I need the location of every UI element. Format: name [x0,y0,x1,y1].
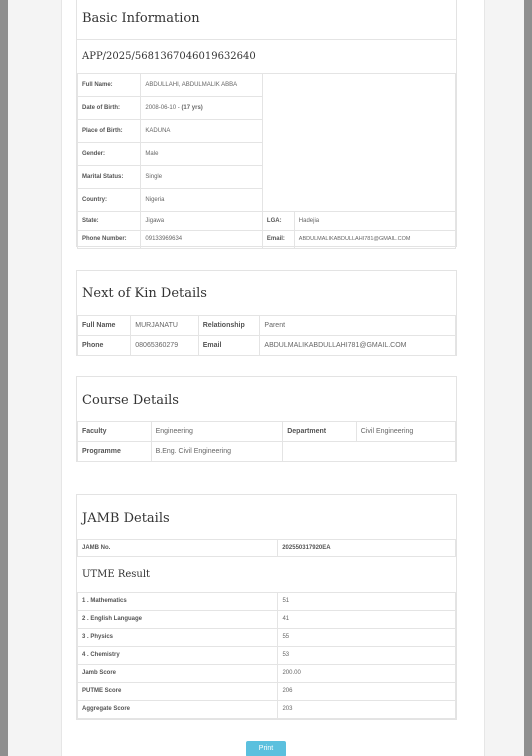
gender-value: Male [141,143,263,166]
table-row [78,629,456,647]
page-background [8,0,524,756]
basic-info-table [77,73,456,249]
physics-label: 3 . Physics [78,629,278,647]
country-value: Nigeria [141,189,263,212]
jamb-number-table [77,539,456,557]
place-of-birth-label: Place of Birth: [78,120,141,143]
jamb-number-label: JAMB No. [78,540,278,557]
table-row [78,336,456,356]
document-sheet [61,0,485,756]
jamb-score-label: Jamb Score [78,665,278,683]
state-value: Jigawa [141,212,263,231]
faculty-value: Engineering [151,422,283,442]
jamb-score-value: 200.00 [278,665,456,683]
table-row [78,540,456,557]
course-details-card [76,376,457,462]
kin-phone-label: Phone [78,336,131,356]
email-value: ABDULMALIKABDULLAHI781@GMAIL.COM [294,231,455,249]
kin-phone-value: 08065360279 [131,336,198,356]
table-row [78,593,456,611]
kin-email-value: ABDULMALIKABDULLAHI781@GMAIL.COM [260,336,456,356]
print-button[interactable]: Print [246,741,286,756]
jamb-details-card [76,494,457,720]
left-window-edge [0,0,8,756]
lga-value: Hadejia [294,212,455,231]
table-row [78,422,456,442]
mathematics-score: 51 [278,593,456,611]
course-details-title: Course Details [82,393,179,408]
programme-label: Programme [78,442,152,462]
kin-relationship-label: Relationship [198,316,260,336]
phone-number-label: Phone Number: [78,231,141,249]
next-of-kin-table [77,315,456,356]
basic-information-title: Basic Information [82,11,200,26]
aggregate-score-label: Aggregate Score [78,701,278,719]
photo-area [262,74,455,212]
place-of-birth-value: KADUNA [141,120,263,143]
gender-label: Gender: [78,143,141,166]
utme-result-table [77,592,456,719]
next-of-kin-title: Next of Kin Details [82,286,207,301]
dob-cell [141,97,263,120]
basic-information-card [76,0,457,247]
application-number: APP/2025/5681367046019632640 [82,51,256,62]
phone-number-value: 09133969634 [141,231,263,249]
putme-score-value: 206 [278,683,456,701]
next-of-kin-card [76,270,457,356]
full-name-label: Full Name: [78,74,141,97]
table-row [78,701,456,719]
right-window-edge [524,0,532,756]
marital-status-label: Marital Status: [78,166,141,189]
table-row [78,231,456,249]
aggregate-score-value: 203 [278,701,456,719]
table-row [78,611,456,629]
lga-label: LGA: [262,212,294,231]
programme-value: B.Eng. Civil Engineering [151,442,283,462]
table-row [78,316,456,336]
marital-status-value: Single [141,166,263,189]
kin-relationship-value: Parent [260,316,456,336]
email-label: Email: [262,231,294,249]
course-details-table [77,421,456,462]
utme-result-title: UTME Result [82,569,151,580]
dob-value: 2008-06-10 - [145,104,182,111]
table-row [78,212,456,231]
dob-label: Date of Birth: [78,97,141,120]
jamb-number-value: 202550317920EA [278,540,456,557]
table-row [78,665,456,683]
mathematics-label: 1 . Mathematics [78,593,278,611]
department-label: Department [283,422,357,442]
table-row [78,647,456,665]
department-value: Civil Engineering [356,422,455,442]
kin-email-label: Email [198,336,260,356]
kin-full-name-label: Full Name [78,316,131,336]
english-language-label: 2 . English Language [78,611,278,629]
english-language-score: 41 [278,611,456,629]
putme-score-label: PUTME Score [78,683,278,701]
jamb-details-title: JAMB Details [82,511,170,526]
kin-full-name-value: MURJANATU [131,316,198,336]
empty-cell [283,442,456,462]
table-row [78,683,456,701]
table-row [78,442,456,462]
faculty-label: Faculty [78,422,152,442]
chemistry-label: 4 . Chemistry [78,647,278,665]
state-label: State: [78,212,141,231]
country-label: Country: [78,189,141,212]
full-name-value: ABDULLAHI, ABDULMALIK ABBA [141,74,263,97]
physics-score: 55 [278,629,456,647]
age-value: (17 yrs) [181,104,203,111]
chemistry-score: 53 [278,647,456,665]
table-row [78,74,456,97]
